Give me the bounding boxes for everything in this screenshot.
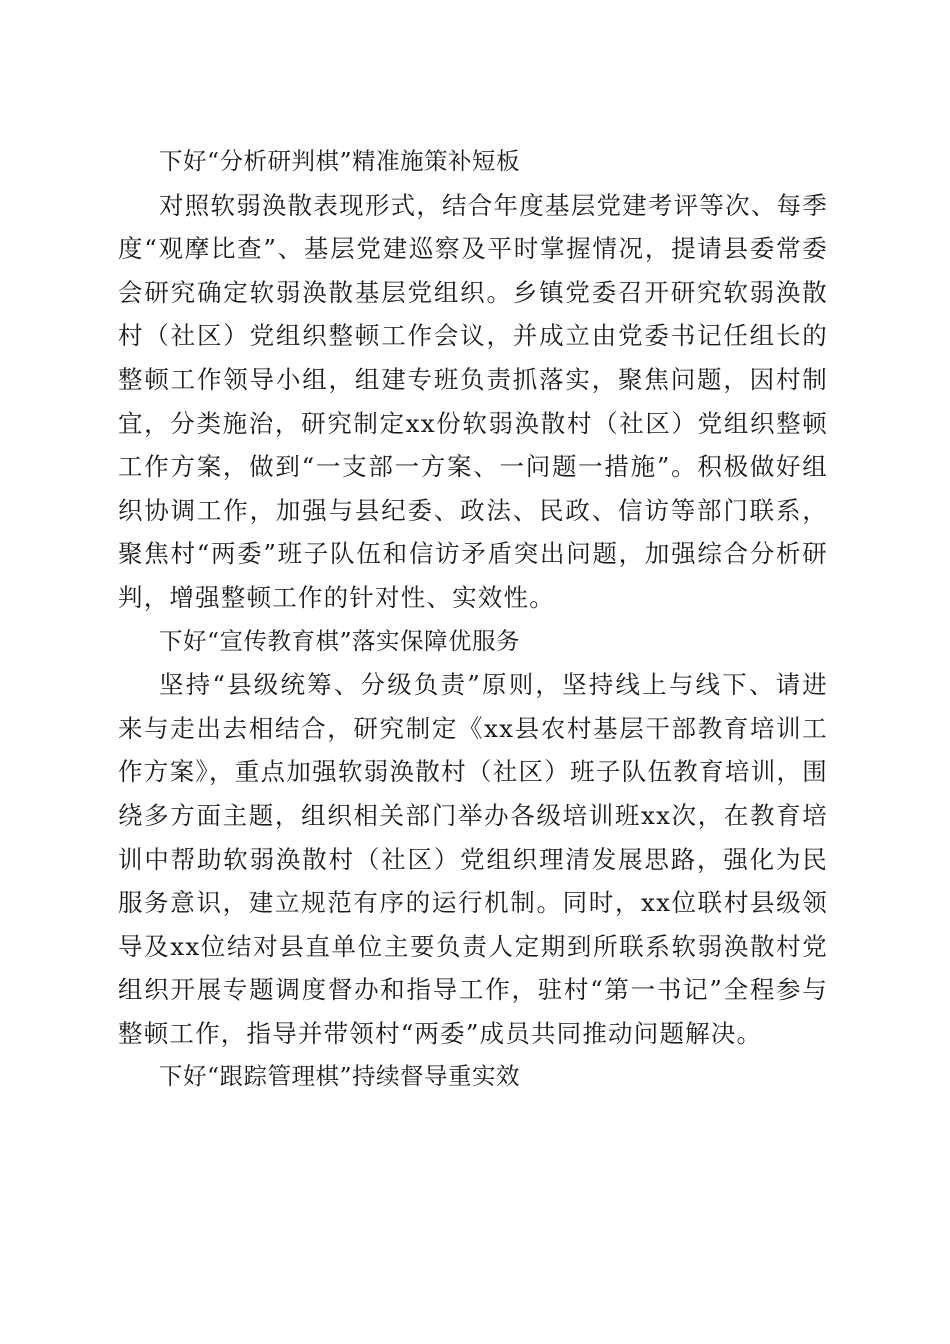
section-heading-analysis: 下好“分析研判棋”精准施策补短板 — [159, 147, 521, 175]
section-heading-tracking: 下好“跟踪管理棋”持续督导重实效 — [159, 1062, 521, 1091]
document-body — [118, 140, 828, 1099]
section-heading-education: 下好“宣传教育棋”落实保障优服务 — [159, 626, 521, 655]
section-paragraph-analysis: 对照软弱涣散表现形式，结合年度基层党建考评等次、每季度“观摩比查”、基层党建巡察及平时掌握情况，提请县委常委会研究确定软弱涣散基层党组织。乡镇党委召开研究软弱涣散村（社区）党组织整顿工作会议，并成立由党委书记任组长的整顿工作领导小组，组建专班负责抓落实，聚焦问题，因村制宜，分类施治，研究制定xx份软弱涣散村（社区）党组织整顿工作方案，做到“一支部一方案、一问题一措施”。积极做好组织协调工作，加强与县纪委、政法、民政、信访等部门联系，聚焦村“两委”班子队伍和信访矛盾突出问题，加强综合分析研判，增强整顿工作的针对性、实效性。 — [118, 190, 828, 612]
section-paragraph-education: 坚持“县级统筹、分级负责”原则，坚持线上与线下、请进来与走出去相结合，研究制定《xx县农村基层干部教育培训工作方案》，重点加强软弱涣散村（社区）班子队伍教育培训，围绕多方面主题，组织相关部门举办各级培训班xx次，在教育培训中帮助软弱涣散村（社区）党组织理清发展思路，强化为民服务意识，建立规范有序的运行机制。同时，xx位联村县级领导及xx位结对县直单位主要负责人定期到所联系软弱涣散村党组织开展专题调度督办和指导工作，驻村“第一书记”全程参与整顿工作，指导并带领村“两委”成员共同推动问题解决。 — [118, 670, 828, 1048]
